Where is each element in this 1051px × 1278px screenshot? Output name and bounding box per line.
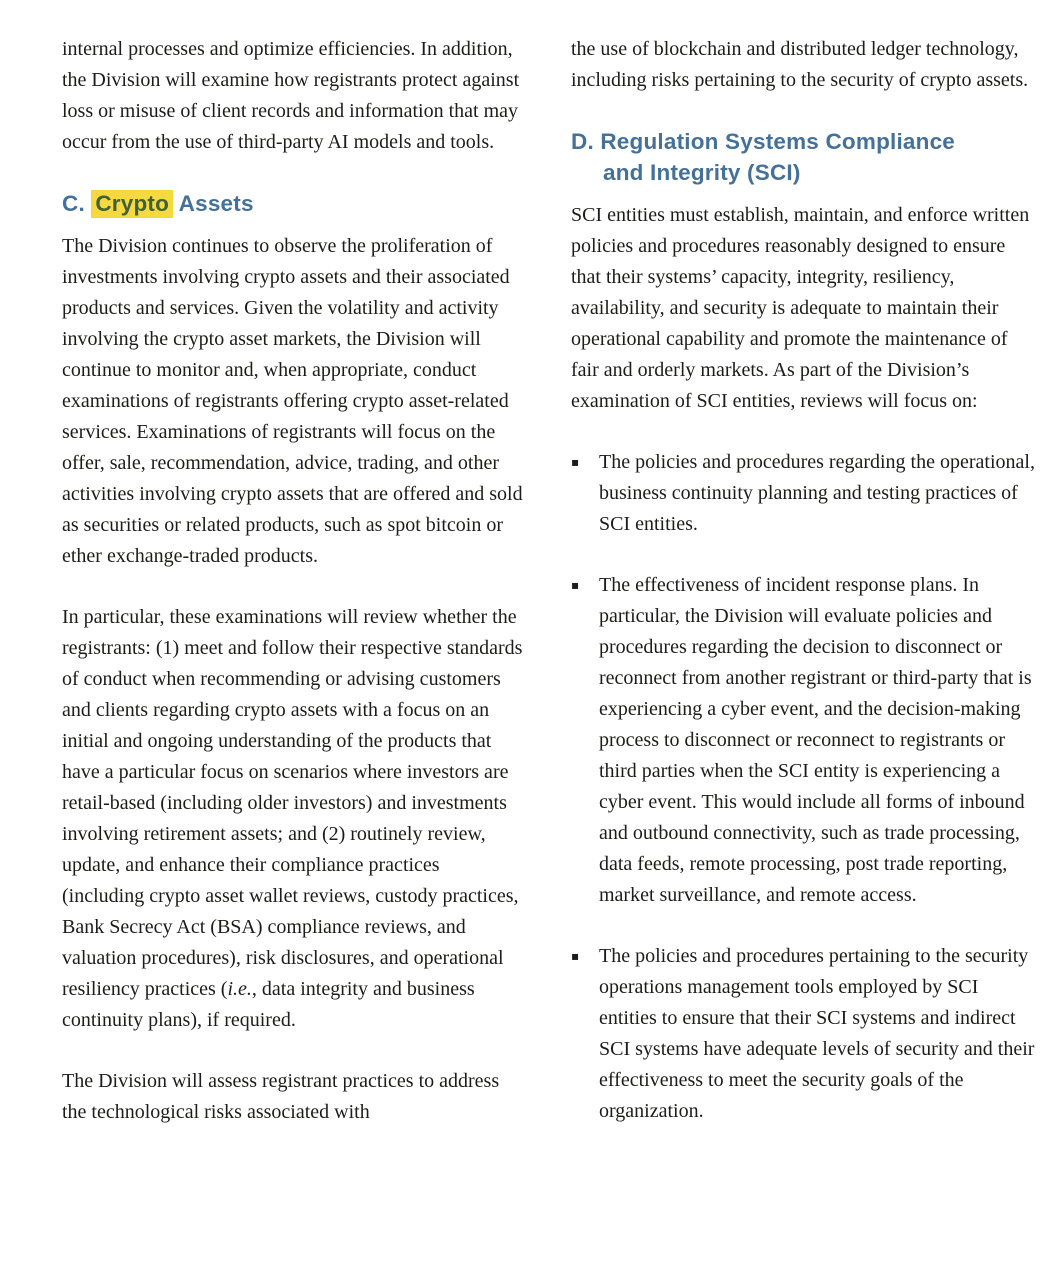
heading-letter-d: D. [571,129,601,154]
bullet-item [571,447,1035,540]
heading-letter-c: C. [62,191,92,216]
square-bullet-icon: ▪ [571,578,580,592]
heading-line1: Regulation Systems Compliance [600,129,955,154]
paragraph-examinations-detail [62,602,526,1036]
heading-line2: and Integrity (SCI) [603,160,801,185]
paragraph-ai-risks-continuation: internal processes and optimize efficiencies. In addition, the Division will examine how registrants protect against loss or misuse of client records and information that may occur from the use of third-party AI models and tools. [62,38,520,153]
paragraph-crypto-overview: The Division continues to observe the proliferation of investments involving crypto assets and their associated products and services. Given the volatility and activity involving the crypto asset markets, the Division will continue to monitor and, when appropriate, conduct examinations of registrants offering crypto asset-related services. Examinations of registrants will focus on the offer, sale, recommendation, advice, trading, and other activities involving crypto assets that are offered and sold as securities or related products, such as spot bitcoin or ether exchange-traded products. [62,235,523,567]
bullet-item [571,941,1035,1127]
highlighted-word-crypto: Crypto [91,190,173,218]
paragraph-text-after-italic: , data integrity and business continuity plans), if required. [62,978,475,1031]
square-bullet-icon: ▪ [571,455,580,469]
paragraph-text-before-italic: In particular, these examinations will review whether the registrants: (1) meet and follow their respective standards of conduct when recommending or advising customers and clients regarding crypto assets with a focus on an initial and ongoing understanding of the products that have a particular focus on scenarios where investors are retail-based (including older investors) and investments involving retirement assets; and (2) routinely review, update, and enhance their compliance practices (including crypto asset wallet reviews, custody practices, Bank Secrecy Act (BSA) compliance reviews, and valuation procedures), risk disclosures, and operational resiliency practices ( [62,606,523,1000]
square-bullet-icon: ▪ [571,949,580,963]
section-heading-crypto-assets [62,188,526,219]
italic-ie-abbreviation: i.e. [227,978,252,1000]
section-heading-regulation-sci [571,126,1035,188]
paragraph-technological-risks-lead: The Division will assess registrant practices to address the technological risks associated with [62,1070,500,1123]
left-column [62,34,526,1158]
paragraph-blockchain-continuation: the use of blockchain and distributed ledger technology, including risks pertaining to the security of crypto assets. [571,38,1029,91]
bullet-text: The effectiveness of incident response plans. In particular, the Division will evaluate policies and procedures regarding the decision to disconnect or reconnect from another registrant or third-party that is experiencing a cyber event, and the decision-making process to disconnect or reconnect to registrants or third parties when the SCI entity is experiencing a cyber event. This would include all forms of inbound and outbound connectivity, such as trade processing, data feeds, remote processing, post trade reporting, market surveillance, and remote access. [599,574,1032,906]
right-column [571,34,1035,1158]
bullet-text: The policies and procedures regarding the operational, business continuity planning and testing practices of SCI entities. [599,451,1035,535]
heading-rest-assets: Assets [173,191,254,216]
bullet-text: The policies and procedures pertaining to the security operations management tools employed by SCI entities to ensure that their SCI systems and indirect SCI systems have adequate levels of security and their effectiveness to meet the security goals of the organization. [599,945,1035,1122]
two-column-layout [62,34,1035,1158]
paragraph-sci-entities-intro: SCI entities must establish, maintain, and enforce written policies and procedures reasonably designed to ensure that their systems’ capacity, integrity, resiliency, availability, and security is adequate to maintain their operational capability and promote the maintenance of fair and orderly markets. As part of the Division’s examination of SCI entities, reviews will focus on: [571,204,1030,412]
bullet-item [571,570,1035,911]
sci-review-bullet-list [571,447,1035,1127]
